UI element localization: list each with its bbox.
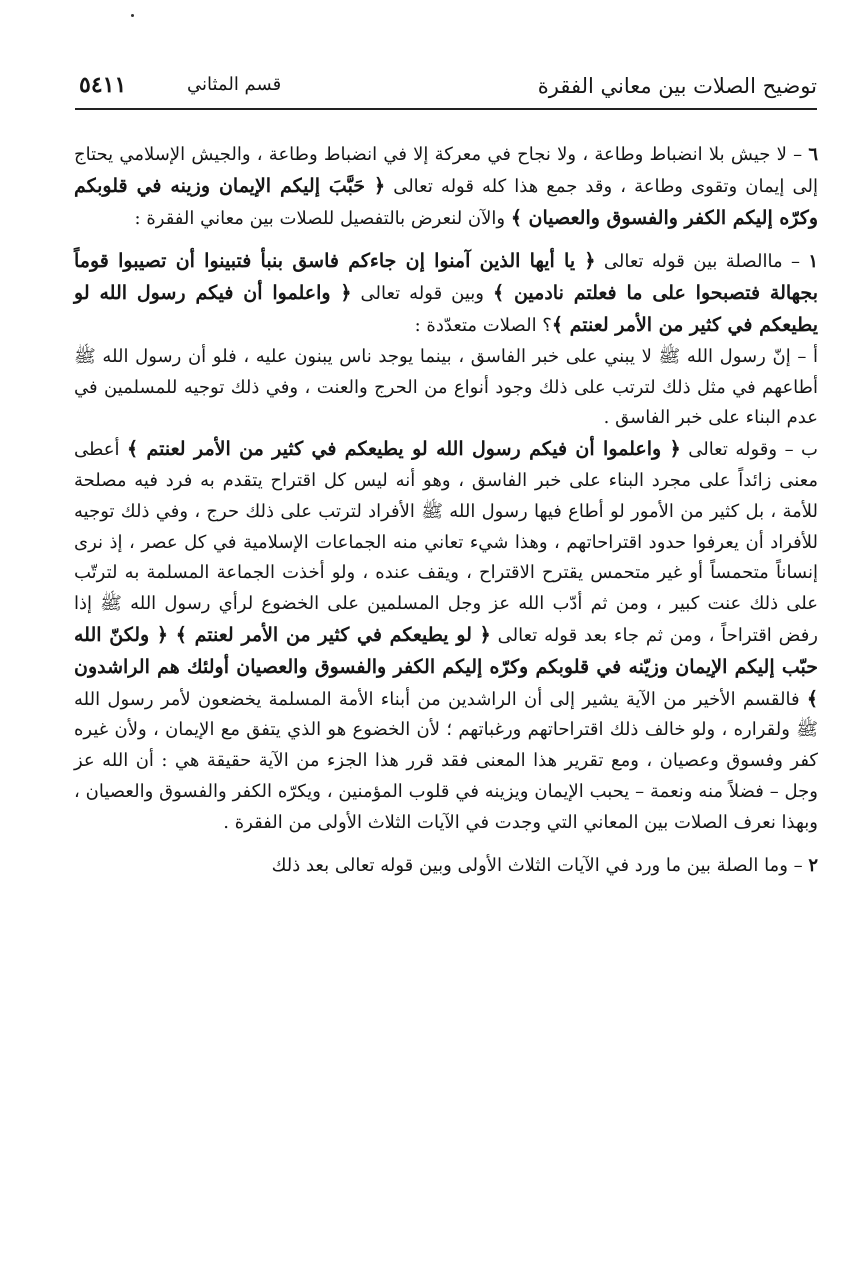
page-number: ٥٤١١ [79,72,127,98]
quran-quote: ﴿ حَبَّبَ إليكم الإيمان وزينه في قلوبكم وكرّه إليكم الكفر والفسوق والعصيان ﴾ [74,174,818,229]
quran-quote: ﴿ واعلموا أن فيكم رسول الله لو يطيعكم في كثير من الأمر لعنتم ﴾ [74,282,818,336]
header-rule [75,108,817,110]
paragraph-intro [74,140,818,234]
text-run: أ – إنّ رسول الله ﷺ لا يبني على خبر الفاسق ، بينما يوجد ناس يبنون عليه ، فلو أن رسول الله ﷺ أطاعهم في مثل ذلك لترتب على ذلك وجود أنواع من الحرج والعنت ، وفي ذلك توجيه للمسلمين في عدم البناء على خبر الفاسق . [74,345,818,429]
text-run: والآن لنعرض بالتفصيل للصلات بين معاني الفقرة : [134,207,511,229]
section-label: قسم المثاني [187,74,282,95]
running-header [75,70,817,106]
text-run: ب – وقوله تعالى [680,439,819,461]
ink-speck [131,14,134,17]
text-run: أعطى معنى زائداً على مجرد البناء على خبر الفاسق ، وهو أنه ليس كل اقتراح يتقدم به فرد فيه مصلحة للأمة ، بل كثير من الأمور لو أطاع فيها رسول الله ﷺ الأفراد لترتب على ذلك حرج ، وفي ذلك توجيه للأفراد أن يعرفوا حدود اقتراحاتهم ، وهذا شيء تعاني منه الجماعات الإسلامية في كل عصر ، إذ نرى إنساناً متحمساً أو غير متحمس يقترح الاقتراح ، ويقف عنده ، ولو أخذت الجماعة المسلمة به لترتّب على ذلك عنت كبير ، ومن ثم أدّب الله عز وجل المسلمين على الخضوع لرأي رسول الله ﷺ إذا رفض اقتراحاً ، ومن ثم جاء بعد قوله تعالى [74,439,818,646]
text-run: – ماالصلة بين قوله تعالى [595,251,809,273]
item-number: ١ [808,251,818,273]
quran-quote: ﴿ لو يطيعكم في كثير من الأمر لعنتم ﴾ ﴿ ولكنّ الله حبّب إليكم الإيمان وزيّنه في قلوبكم وكرّه إليكم الكفر والفسوق والعصيان أولئك هم الراشدون ﴾ [74,623,818,710]
item-number: ٢ [808,854,818,876]
text-run: – وما الصلة بين ما ورد في الآيات الثلاث الأولى وبين قوله تعالى بعد ذلك [271,854,809,876]
text-run: – لا جيش بلا انضباط وطاعة ، ولا نجاح في معركة إلا في انضباط وطاعة ، والجيش الإسلامي يحتاج إلى إيمان وتقوى وطاعة ، وقد جمع هذا كله قوله تعالى [74,144,818,197]
quran-quote: ﴿ واعلموا أن فيكم رسول الله لو يطيعكم في كثير من الأمر لعنتم ﴾ [127,438,681,461]
running-title: توضيح الصلات بين معاني الفقرة [537,74,817,98]
text-run: فالقسم الأخير من الآية يشير إلى أن الراشدين من أبناء الأمة المسلمة يخضعون لأمر رسول الله ﷺ ولقراره ، ولو خالف ذلك اقتراحاتهم ورغباتهم ؛ لأن الخضوع هو الذي يتفق مع الإيمان ، ولأن غيره كفر وفسوق وعصيان ، ومع تقرير هذا المعنى فقد قرر هذا الجزء من الآية حقيقة هي : أن الله عز وجل – فضلاً منه ونعمة – يحبب الإيمان ويزينه في قلوب المؤمنين ، ويكرّه الكفر والفسوق والعصيان ، وبهذا نعرف الصلات بين المعاني التي وجدت في الآيات الثلاث الأولى من الفقرة . [74,688,818,833]
body-text [74,140,818,881]
text-run: ؟ الصلات متعدّدة : [414,314,552,336]
quran-quote: ﴿ يا أيها الذين آمنوا إن جاءكم فاسق بنبأ فتبينوا أن تصيبوا قوماً بجهالة فتصبحوا على ما فعلتم نادمين ﴾ [74,250,818,305]
paragraph-point-a [74,342,818,434]
text-run: وبين قوله تعالى [351,283,493,305]
paragraph-question-1 [74,246,818,341]
item-number: ٦ [808,144,818,165]
paragraph-point-b [74,434,818,838]
paragraph-question-2 [74,851,818,882]
